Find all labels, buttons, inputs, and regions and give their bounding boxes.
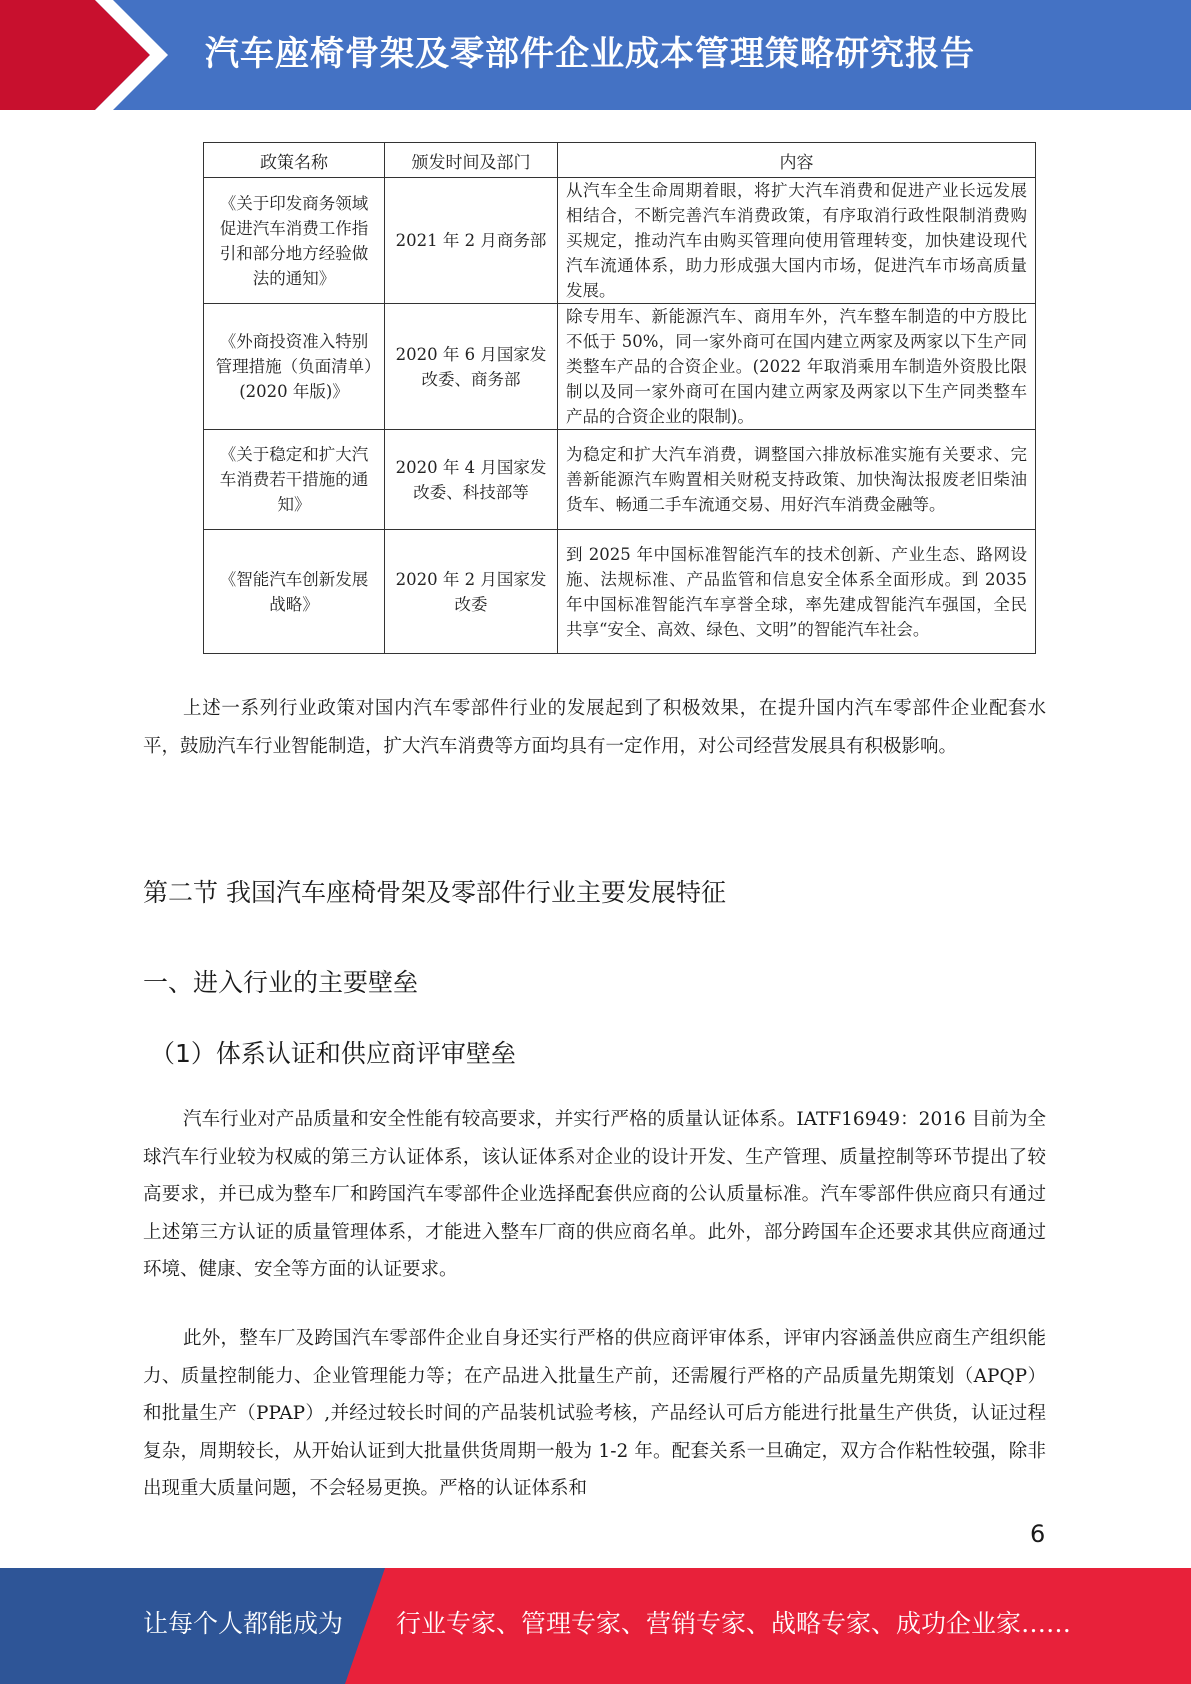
policy-name-cell: 《外商投资准入特别管理措施（负面清单）(2020 年版)》 bbox=[204, 304, 385, 430]
table-header-row bbox=[204, 143, 1036, 178]
policy-name-cell: 《关于印发商务领域促进汽车消费工作指引和部分地方经验做法的通知》 bbox=[204, 178, 385, 304]
table-row bbox=[204, 430, 1036, 530]
subsection-heading: 一、进入行业的主要壁垒 bbox=[143, 968, 419, 997]
policy-time-cell: 2020 年 2 月国家发改委 bbox=[385, 530, 558, 654]
report-title: 汽车座椅骨架及零部件企业成本管理策略研究报告 bbox=[205, 34, 975, 74]
footer-slogan-right: 行业专家、管理专家、营销专家、战略专家、成功企业家…… bbox=[396, 1609, 1072, 1638]
column-header-content: 内容 bbox=[558, 143, 1036, 178]
table-row bbox=[204, 178, 1036, 304]
policy-time-cell: 2020 年 4 月国家发改委、科技部等 bbox=[385, 430, 558, 530]
policy-name-cell: 《智能汽车创新发展战略》 bbox=[204, 530, 385, 654]
policy-time-cell: 2021 年 2 月商务部 bbox=[385, 178, 558, 304]
table-row bbox=[204, 530, 1036, 654]
policy-table bbox=[203, 142, 1036, 654]
page-footer bbox=[0, 1568, 1191, 1684]
column-header-issue-time-dept: 颁发时间及部门 bbox=[385, 143, 558, 178]
policy-content-cell: 为稳定和扩大汽车消费，调整国六排放标准实施有关要求、完善新能源汽车购置相关财税支持政策、加快淘汰报废老旧柴油货车、畅通二手车流通交易、用好汽车消费金融等。 bbox=[558, 430, 1036, 530]
table-row bbox=[204, 304, 1036, 430]
column-header-policy-name: 政策名称 bbox=[204, 143, 385, 178]
policy-name-cell: 《关于稳定和扩大汽车消费若干措施的通知》 bbox=[204, 430, 385, 530]
page-number: 6 bbox=[1030, 1520, 1046, 1548]
paragraph-supplier-review: 此外，整车厂及跨国汽车零部件企业自身还实行严格的供应商评审体系，评审内容涵盖供应商生产组织能力、质量控制能力、企业管理能力等；在产品进入批量生产前，还需履行严格的产品质量先期策划（APQP）和批量生产（PPAP）,并经过较长时间的产品装机试验考核，产品经认可后方能进行批量生产供货，认证过程复杂，周期较长，从开始认证到大批量供货周期一般为 1-2 年。配套关系一旦确定，双方合作粘性较强，除非出现重大质量问题，不会轻易更换。严格的认证体系和 bbox=[143, 1328, 1046, 1499]
paragraph-policy-effects: 上述一系列行业政策对国内汽车零部件行业的发展起到了积极效果，在提升国内汽车零部件企业配套水平，鼓励汽车行业智能制造，扩大汽车消费等方面均具有一定作用，对公司经营发展具有积极影响。 bbox=[143, 698, 1046, 757]
policy-content-cell: 从汽车全生命周期着眼，将扩大汽车消费和促进产业长远发展相结合，不断完善汽车消费政策，有序取消行政性限制消费购买规定，推动汽车由购买管理向使用管理转变，加快建设现代汽车流通体系，助力形成强大国内市场，促进汽车市场高质量发展。 bbox=[558, 178, 1036, 304]
policy-content-cell: 除专用车、新能源汽车、商用车外，汽车整车制造的中方股比不低于 50%，同一家外商可在国内建立两家及两家以下生产同类整车产品的合资企业。(2022 年取消乘用车制造外资股比限制以及同一家外商可在国内建立两家及两家以下生产同类整车产品的合资企业的限制)。 bbox=[558, 304, 1036, 430]
section-heading: 第二节 我国汽车座椅骨架及零部件行业主要发展特征 bbox=[143, 878, 726, 907]
subsubsection-heading: （1）体系认证和供应商评审壁垒 bbox=[150, 1039, 516, 1068]
paragraph-certification: 汽车行业对产品质量和安全性能有较高要求，并实行严格的质量认证体系。IATF16949：2016 目前为全球汽车行业较为权威的第三方认证体系，该认证体系对企业的设计开发、生产管理、质量控制等环节提出了较高要求，并已成为整车厂和跨国汽车零部件企业选择配套供应商的公认质量标准。汽车零部件供应商只有通过上述第三方认证的质量管理体系，才能进入整车厂商的供应商名单。此外，部分跨国车企还要求其供应商通过环境、健康、安全等方面的认证要求。 bbox=[143, 1109, 1046, 1280]
footer-slogan-left: 让每个人都能成为 bbox=[143, 1609, 344, 1638]
page-header bbox=[0, 0, 1191, 110]
policy-time-cell: 2020 年 6 月国家发改委、商务部 bbox=[385, 304, 558, 430]
policy-content-cell: 到 2025 年中国标准智能汽车的技术创新、产业生态、路网设施、法规标准、产品监管和信息安全体系全面形成。到 2035 年中国标准智能汽车享誉全球，率先建成智能汽车强国，全民共享“安全、高效、绿色、文明”的智能汽车社会。 bbox=[558, 530, 1036, 654]
